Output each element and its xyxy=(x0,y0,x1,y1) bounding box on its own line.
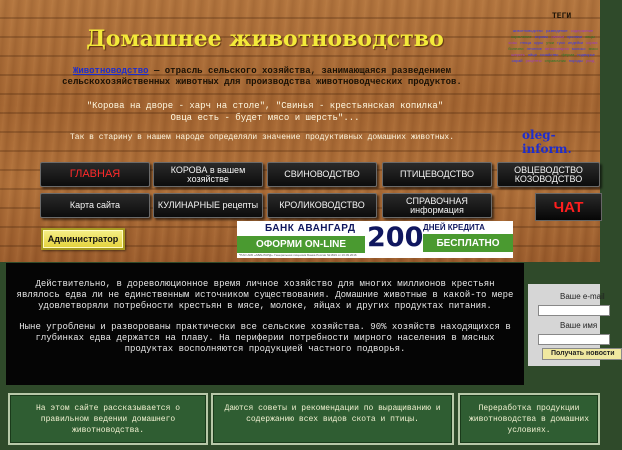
chat-button[interactable]: ЧАТ xyxy=(535,193,602,221)
article-paragraph-1: Действительно, в дореволюционное время личное хозяйство для многих миллионов крестьян являлось едва ли не единственным источником существования. Домашние животные в какой-то мере удовлетворяли потребности крестьян в мясе, молоке, яйцах и других продуктах питания. xyxy=(16,279,514,311)
tag-link[interactable]: ферма xyxy=(561,52,575,57)
nav-recipes-button[interactable]: КУЛИНАРНЫЕ рецепты xyxy=(153,193,263,218)
site-link[interactable]: oleg-inform. xyxy=(522,128,572,156)
tag-link[interactable]: свиньи xyxy=(551,34,565,39)
email-field[interactable] xyxy=(538,305,610,316)
quote-line-1: "Корова на дворе - харч на столе", "Свинья - крестьянская копилка" xyxy=(86,101,444,111)
tag-link[interactable]: справочник xyxy=(544,58,566,63)
name-label: Ваше имя xyxy=(560,321,598,330)
tag-link[interactable]: животноводство xyxy=(512,28,543,33)
tag-link[interactable]: болезни xyxy=(508,46,524,51)
tag-link[interactable]: лечение xyxy=(526,46,542,51)
site-title: Домашнее животноводство xyxy=(86,26,444,52)
tag-link[interactable]: породы xyxy=(568,58,583,63)
admin-button[interactable]: Администратор xyxy=(41,228,125,250)
quote-line-2: Овца есть - будет мясо и шерсть"... xyxy=(170,113,360,123)
subscribe-form xyxy=(528,284,615,366)
intro-text-rest: — отрасль сельского хозяйства, занимающаяся разведением сельскохозяйственных животных для производства животноводческих продуктов. xyxy=(62,66,462,87)
banner-bank-name: БАНК АВАНГАРД xyxy=(265,223,356,234)
email-label: Ваше e-mail xyxy=(560,292,605,301)
tag-link[interactable]: корма xyxy=(586,40,598,45)
tag-link[interactable]: индейки xyxy=(567,40,584,45)
nav-cows-button[interactable]: КОРОВА в вашем хозяйстве xyxy=(153,162,263,187)
nav-reference-button[interactable]: СПРАВОЧНАЯ информация xyxy=(382,193,492,218)
proverb-quote xyxy=(40,100,490,124)
info-box-1: На этом сайте рассказывается о правильном ведении домашнего животноводства. xyxy=(8,393,208,445)
banner-days: ДНЕЙ КРЕДИТА xyxy=(423,223,485,232)
banner-free: БЕСПЛАТНО xyxy=(423,234,513,252)
tag-link[interactable]: сарай xyxy=(511,58,523,63)
intro-keyword-link[interactable]: Животноводство xyxy=(72,66,149,76)
nav-rabbits-button[interactable]: КРОЛИКОВОДСТВО xyxy=(267,193,377,218)
tag-link[interactable]: содержание xyxy=(570,28,594,33)
info-box-2: Даются советы и рекомендации по выращиванию и содержанию всех видов скота и птицы. xyxy=(211,393,454,445)
tag-link[interactable]: кормление xyxy=(511,34,532,39)
tag-link[interactable]: утки xyxy=(546,40,554,45)
subscribe-button[interactable]: Получать новости xyxy=(542,348,622,360)
tag-link[interactable]: хозяйство xyxy=(539,52,559,57)
tag-link[interactable]: гуси xyxy=(557,40,565,45)
bank-ad-banner[interactable] xyxy=(237,221,513,258)
tag-cloud xyxy=(506,28,600,124)
nav-pigs-button[interactable]: СВИНОВОДСТВО xyxy=(267,162,377,187)
tradition-text: Так в старину в нашем народе определяли значение продуктивных домашних животных. xyxy=(69,133,455,142)
tag-link[interactable]: ветеринария xyxy=(545,46,569,51)
tag-link[interactable]: шерсть xyxy=(511,52,525,57)
article-paragraph-2: Ныне угроблены и разворованы практически все сельские хозяйства. 90% хозяйств находящихся в глубинках едва держатся на плаву. На периферии потребности мирного населения в мясных продуктах восполняются продукцией частного подворья. xyxy=(19,322,511,354)
nav-sitemap-button[interactable]: Карта сайта xyxy=(40,193,150,218)
tag-link[interactable]: подворье xyxy=(577,52,595,57)
tag-link[interactable]: уход xyxy=(585,58,595,63)
tag-link[interactable]: молоко xyxy=(571,46,586,51)
info-box-3: Переработка продукции животноводства в домашних условиях. xyxy=(458,393,600,445)
tag-link[interactable]: овцы xyxy=(585,34,595,39)
banner-number: 200 xyxy=(367,222,424,253)
nav-sheep-button[interactable]: ОВЦЕВОДСТВО КОЗОВОДСТВО xyxy=(497,162,600,187)
nav-home-button[interactable]: ГЛАВНАЯ xyxy=(40,162,150,187)
tag-link[interactable]: козы xyxy=(508,40,518,45)
tag-link[interactable]: рецепты xyxy=(525,58,542,63)
name-field[interactable] xyxy=(538,334,610,345)
nav-poultry-button[interactable]: ПТИЦЕВОДСТВО xyxy=(382,162,492,187)
tag-link[interactable]: птица xyxy=(520,40,532,45)
main-article xyxy=(6,263,524,385)
tag-link[interactable]: коровы xyxy=(534,34,549,39)
tag-link[interactable]: яйца xyxy=(527,52,537,57)
tag-link[interactable]: мясо xyxy=(588,46,598,51)
tags-title: ТЕГИ xyxy=(552,12,572,21)
tag-link[interactable]: куры xyxy=(534,40,544,45)
tag-link[interactable]: кролики xyxy=(567,34,582,39)
banner-fine-print: *ПАО АКБ «АВАНГАРД». Генеральная лицензия Банка России №1819 от 16.09.2016 xyxy=(239,253,357,257)
intro-text xyxy=(18,66,506,88)
banner-online: ОФОРМИ ON-LINE xyxy=(237,236,365,253)
tag-link[interactable]: разведение xyxy=(545,28,568,33)
